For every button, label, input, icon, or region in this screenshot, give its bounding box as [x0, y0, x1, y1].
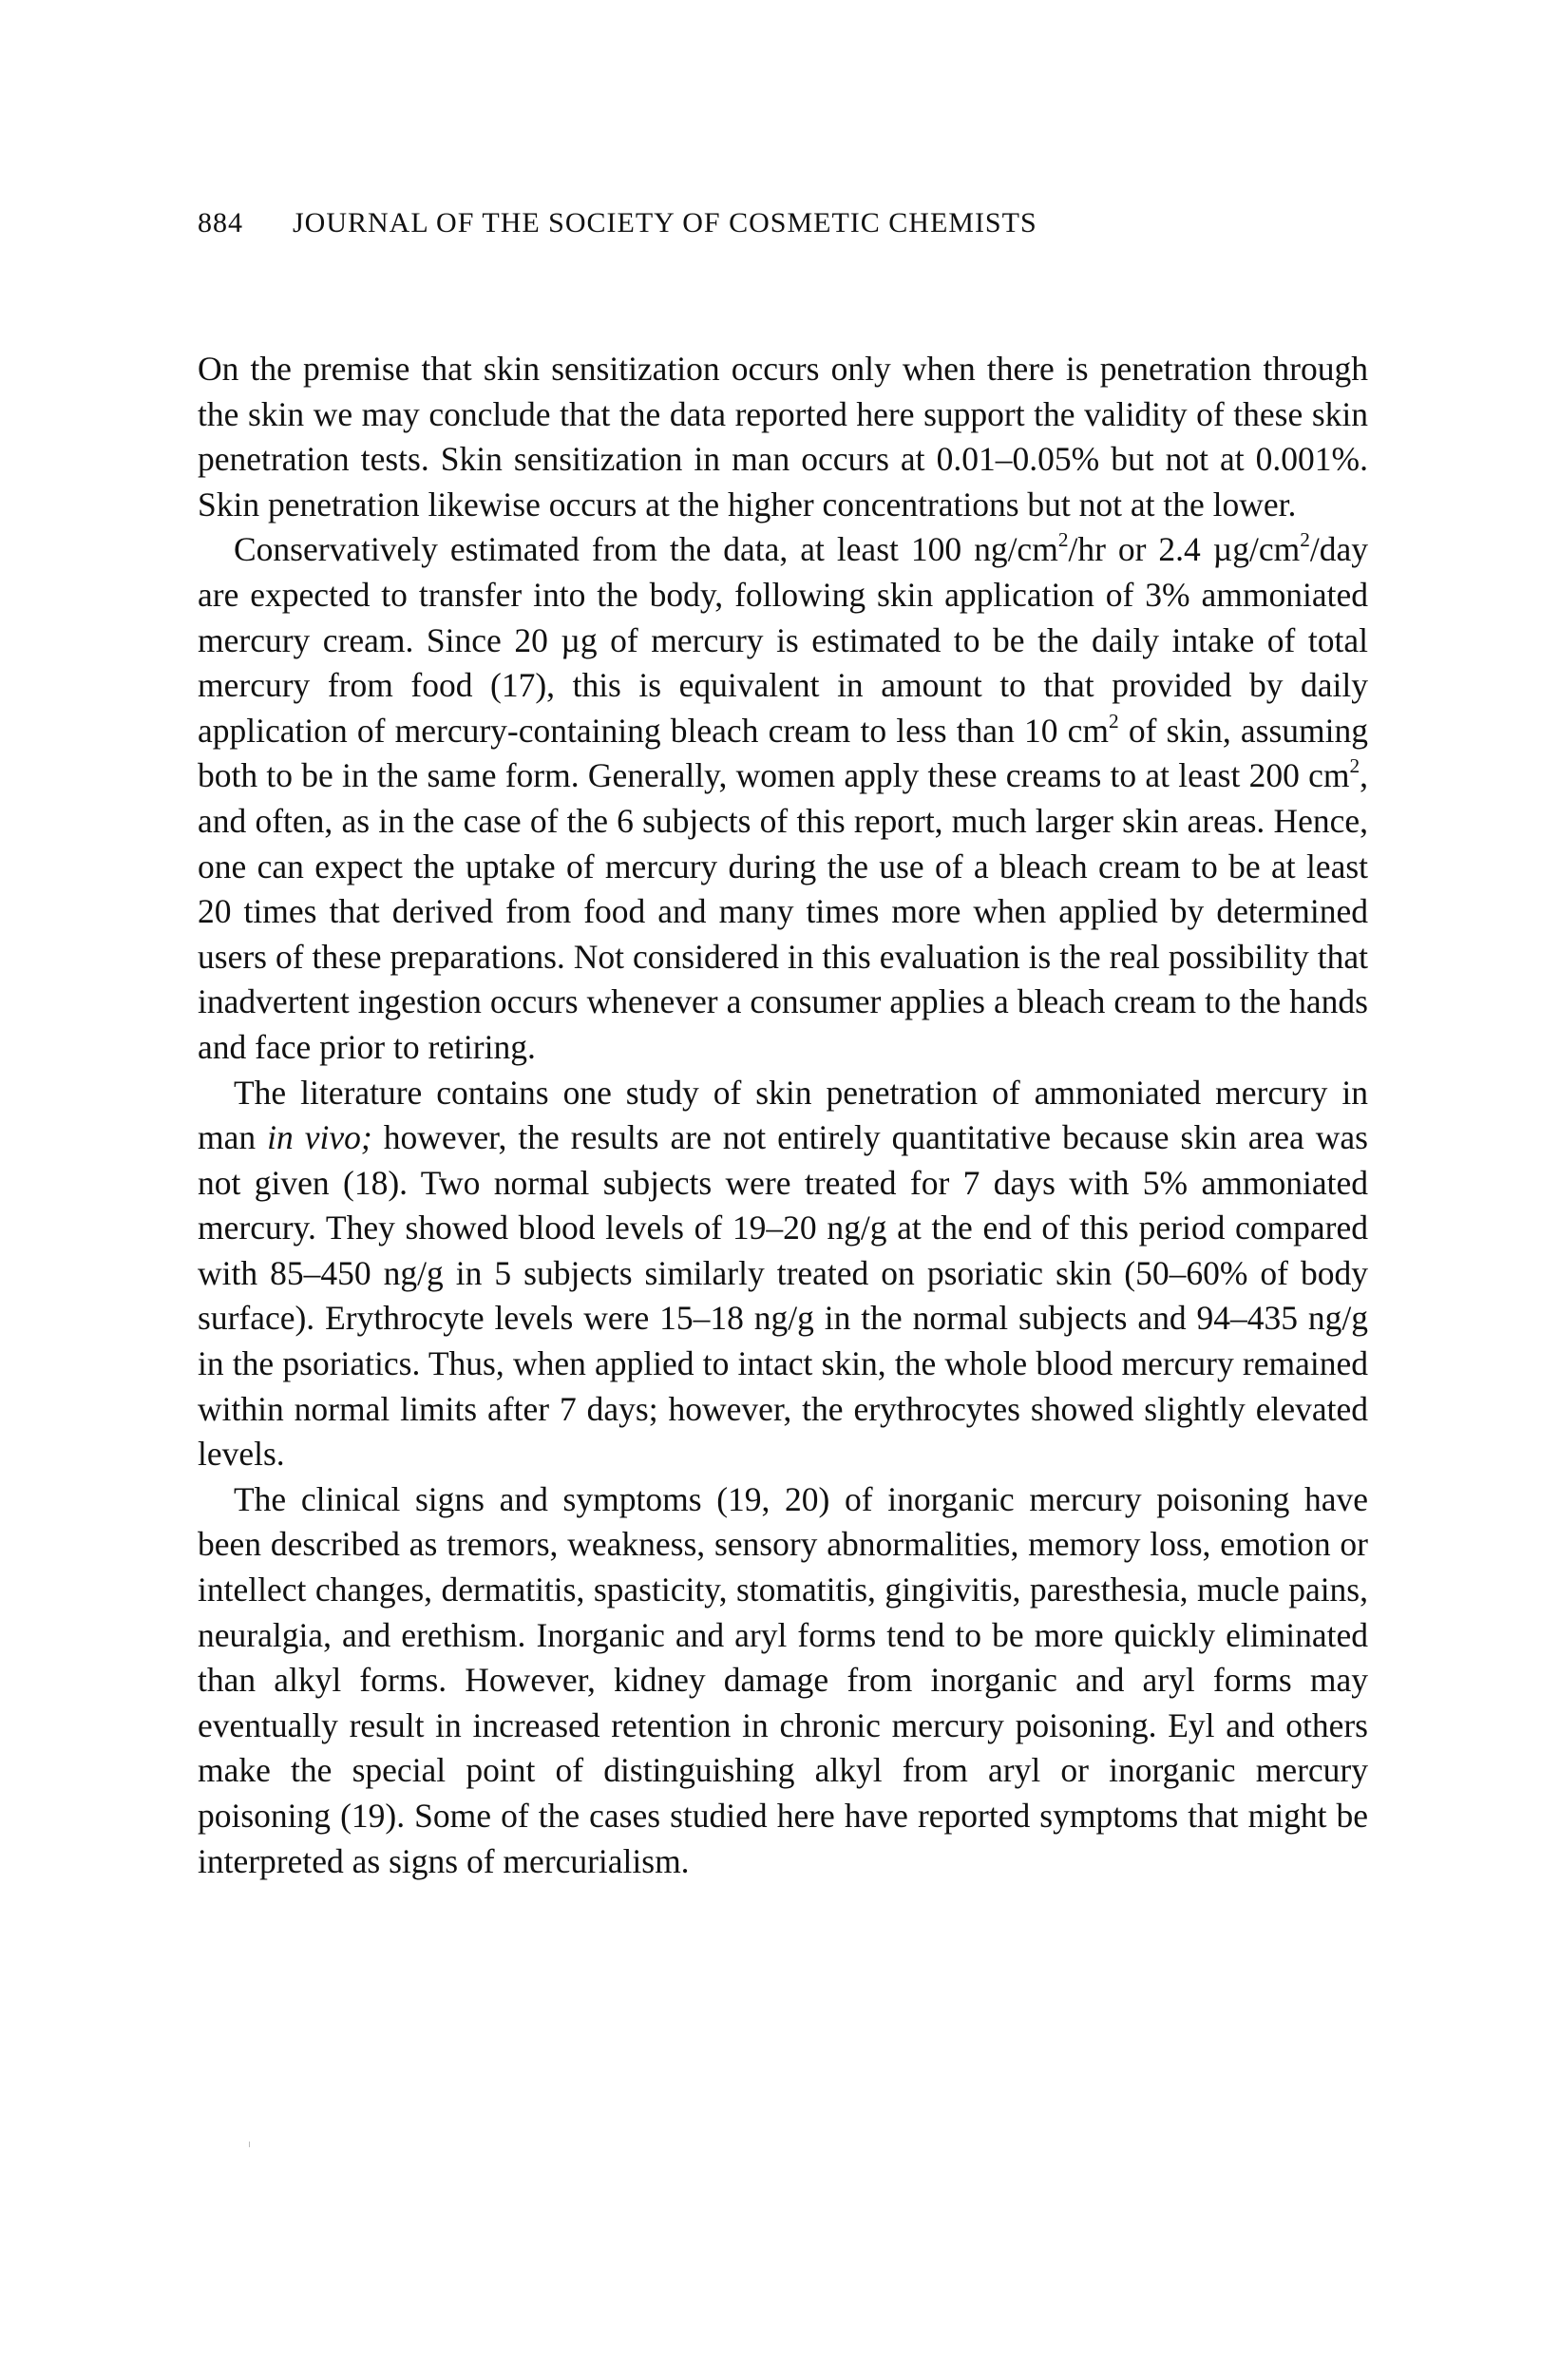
paragraph-clinical-signs — [198, 1477, 1368, 1884]
paragraph-skin-sensitization — [198, 347, 1368, 527]
page-number: 884 — [198, 207, 243, 238]
paragraph-mercury-uptake-estimate — [198, 527, 1368, 1070]
text-run: The clinical signs and symptoms (19, 20) of inorganic mercury poisoning have been described as tremors, weakness, sensory abnormalities, memory loss, emotion or intellect changes, dermatitis, spasticity, stomatitis, gingivitis, paresthesia, mucle pains, neuralgia, and erethism. Inorganic and aryl forms tend to be more quickly eliminated than alkyl forms. However, kidney damage from inorganic and aryl forms may eventually result in increased retention in chronic mercury poisoning. Eyl and others make the special point of distinguishing alkyl from aryl or inorganic mercury poisoning (19). Some of the cases studied here have reported symptoms that might be interpreted as signs of mercurialism. — [198, 1479, 1368, 1880]
superscript: 2 — [1109, 709, 1119, 733]
article-body — [198, 347, 1368, 1884]
running-head — [198, 207, 1368, 239]
text-run: of skin, assuming both to be in the same form. Generally, women apply these creams to at least 200 cm — [198, 711, 1368, 795]
text-run: , and often, as in the case of the 6 subjects of this report, much larger skin areas. Hence, one can expect the uptake of mercury during the use of a bleach cream to be at least 20 times that derived from food and many times more when applied by determined users of these preparations. Not considered in this evaluation is the real possibility that inadvertent ingestion occurs whenever a consumer applies a bleach cream to the hands and face prior to retiring. — [198, 756, 1368, 1066]
scan-artifact-mark — [249, 2142, 250, 2147]
superscript: 2 — [1057, 528, 1069, 552]
text-run: The literature contains one study of skin penetration of ammoniated mercury in man — [198, 1073, 1368, 1157]
text-run: /day are expected to transfer into the body, following skin application of 3% ammoniated mercury cream. Since 20 µg of mercury is estimated to be the daily intake of total mercury from food (17), this is equivalent in amount to that provided by daily application of mercury-containing bleach cream to less than 10 cm — [198, 530, 1368, 750]
paragraph-literature-in-vivo-study — [198, 1071, 1368, 1477]
text-run: On the premise that skin sensitization occurs only when there is penetration through the skin we may conclude that the data reported here support the validity of these skin penetration tests. Skin sensitization in man occurs at 0.01–0.05% but not at 0.001%. Skin penetration likewise occurs at the higher concentrations but not at the lower. — [198, 350, 1368, 524]
text-run: Conservatively estimated from the data, at least 100 ng/cm — [234, 530, 1058, 569]
superscript: 2 — [1300, 528, 1310, 552]
journal-title: JOURNAL OF THE SOCIETY OF COSMETIC CHEMISTS — [293, 207, 1037, 238]
superscript: 2 — [1349, 754, 1360, 778]
text-run: however, the results are not entirely quantitative because skin area was not given (18). Two normal subjects were treated for 7 days with 5% ammoniated mercury. They showed blood levels of 19–20 ng/g at the end of this period compared with 85–450 ng/g in 5 subjects similarly treated on psoriatic skin (50–60% of body surface). Erythrocyte levels were 15–18 ng/g in the normal subjects and 94–435 ng/g in the psoriatics. Thus, when applied to intact skin, the whole blood mercury remained within normal limits after 7 days; however, the erythrocytes showed slightly elevated levels. — [198, 1118, 1368, 1474]
text-run: /hr or 2.4 µg/cm — [1068, 530, 1301, 569]
italic-text: in vivo; — [267, 1118, 372, 1157]
